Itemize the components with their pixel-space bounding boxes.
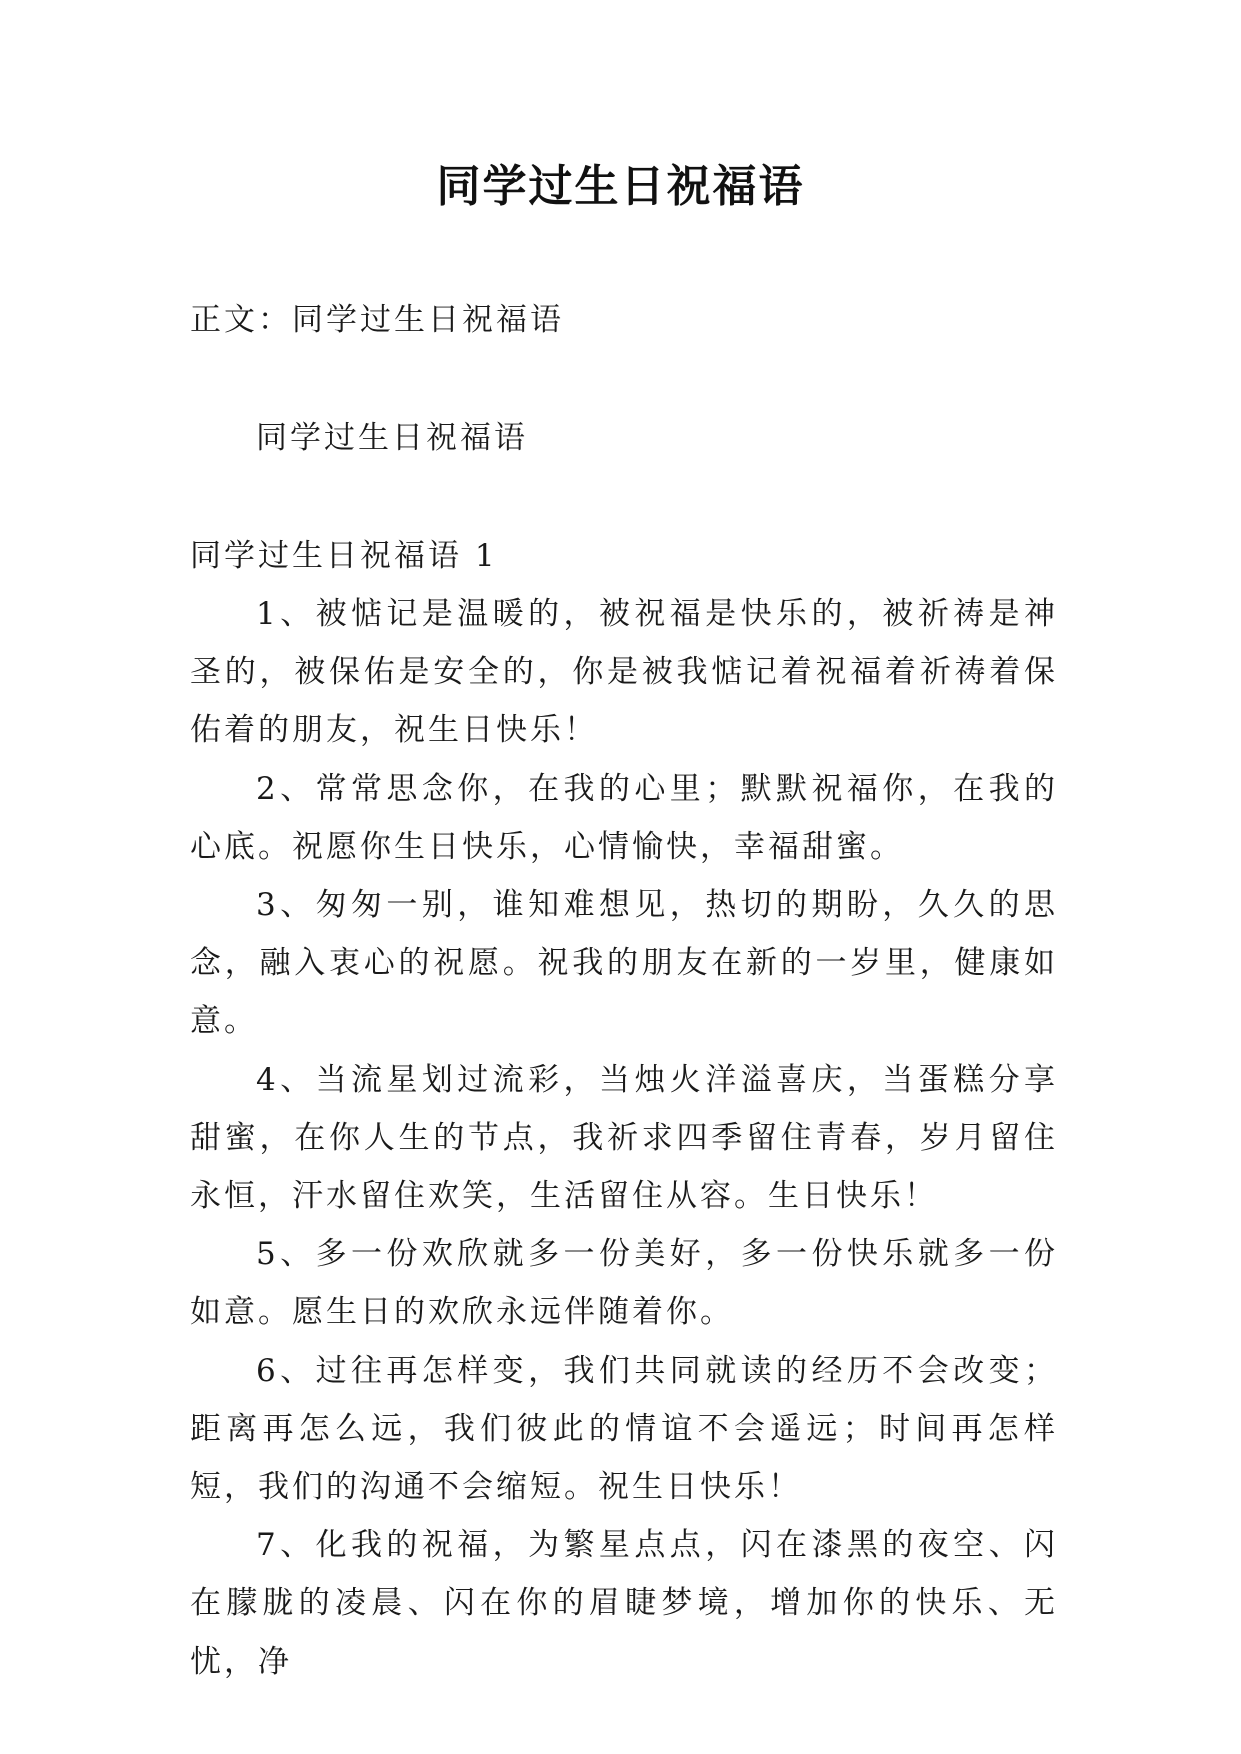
- document-title: 同学过生日祝福语: [436, 161, 805, 212]
- paragraph: 3、匆匆一别，谁知难想见，热切的期盼，久久的思念，融入衷心的祝愿。祝我的朋友在新的一岁里，健康如意。: [190, 887, 1058, 1040]
- paragraph: 2、常常思念你，在我的心里；默默祝福你，在我的心底。祝愿你生日快乐，心情愉快，幸福甜蜜。: [190, 770, 1058, 865]
- body-text: [190, 585, 1058, 1691]
- section-heading: 同学过生日祝福语 1: [190, 538, 498, 574]
- paragraph: 6、过往再怎样变，我们共同就读的经历不会改变；距离再怎么远，我们彼此的情谊不会遥远；时间再怎样短，我们的沟通不会缩短。祝生日快乐！: [190, 1352, 1058, 1506]
- paragraph: 5、多一份欢欣就多一份美好，多一份快乐就多一份如意。愿生日的欢欣永远伴随着你。: [190, 1236, 1058, 1331]
- paragraph: 1、被惦记是温暖的，被祝福是快乐的，被祈祷是神圣的，被保佑是安全的，你是被我惦记着祝福着祈祷着保佑着的朋友，祝生日快乐！: [190, 596, 1058, 749]
- paragraph: 7、化我的祝福，为繁星点点，闪在漆黑的夜空、闪在朦胧的凌晨、闪在你的眉睫梦境，增加你的快乐、无忧，净: [190, 1527, 1058, 1680]
- document-subtitle: 同学过生日祝福语: [256, 420, 528, 456]
- paragraph: 4、当流星划过流彩，当烛火洋溢喜庆，当蛋糕分享甜蜜，在你人生的节点，我祈求四季留住青春，岁月留住永恒，汗水留住欢笑，生活留住从容。生日快乐！: [190, 1061, 1058, 1215]
- body-label-line: 正文：同学过生日祝福语: [190, 302, 564, 338]
